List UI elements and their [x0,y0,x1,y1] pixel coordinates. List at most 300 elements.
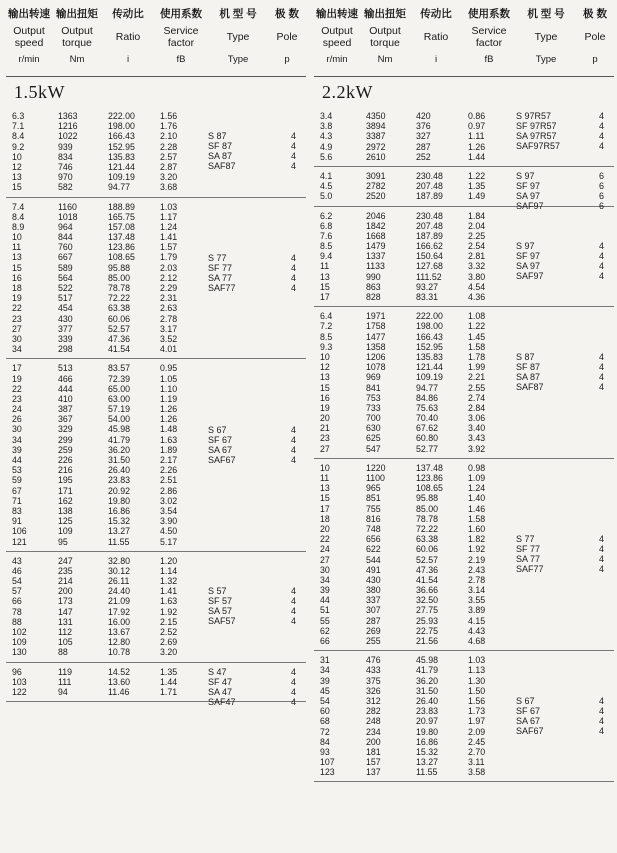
header-type: 机 型 号 Type Type [527,8,565,65]
power-heading: 2.2kW [322,82,373,102]
torque-cell: 939 [58,141,73,152]
table-row [314,575,614,585]
ratio-cell: 41.79 [108,434,131,445]
table-header [6,6,306,77]
torque-cell: 755 [366,503,381,514]
service-factor-cell: 3.17 [160,323,178,334]
torque-cell: 834 [58,151,73,162]
torque-cell: 95 [58,536,68,547]
model-pole: 4 [290,131,296,142]
ratio-cell: 72.22 [416,523,439,534]
torque-cell: 125 [58,516,73,527]
gearmotor-group [6,198,306,360]
service-factor-cell: 1.97 [468,716,486,727]
table-row [6,556,306,566]
table-row [6,222,306,232]
table-row [314,686,614,696]
model-type: SF 67 [516,705,541,716]
speed-cell: 71 [12,495,22,506]
model-entry [208,677,306,687]
torque-cell: 138 [58,505,73,516]
ratio-cell: 165.75 [108,211,135,222]
speed-cell: 9.3 [320,341,333,352]
torque-cell: 1078 [366,362,386,373]
speed-cell: 18 [12,283,22,293]
model-type: SA 97 [516,190,541,201]
service-factor-cell: 2.26 [160,465,178,476]
model-type: S 67 [516,695,535,706]
ratio-cell: 123.86 [108,242,135,253]
service-factor-cell: 2.54 [468,241,486,252]
speed-cell: 22 [12,383,22,394]
torque-cell: 760 [58,242,73,253]
service-factor-cell: 1.26 [160,414,178,425]
speed-cell: 11 [320,473,330,483]
table-row [6,566,306,576]
service-factor-cell: 1.03 [160,201,178,212]
model-entry [516,362,614,372]
speed-cell: 6.4 [320,311,333,322]
model-type: SAF77 [208,282,236,293]
model-pole: 4 [598,705,604,716]
table-row [6,242,306,252]
torque-cell: 1216 [58,121,78,132]
service-factor-cell: 1.41 [160,232,178,243]
service-factor-cell: 3.20 [160,647,178,658]
model-type: SA 77 [516,554,541,565]
ratio-cell: 111.52 [416,271,442,282]
model-type: SAF97R57 [516,141,561,151]
ratio-cell: 36.66 [416,585,439,596]
service-factor-cell: 1.46 [468,503,486,514]
header-output-torque: 输出扭矩 Output torque Nm [56,8,98,65]
model-pole: 4 [598,271,604,282]
ratio-cell: 252 [416,151,431,162]
service-factor-cell: 3.52 [160,333,178,344]
speed-cell: 11 [12,242,22,253]
model-type: SA 77 [208,272,233,283]
speed-cell: 13 [12,252,22,263]
ratio-cell: 36.20 [108,444,131,455]
right-table-panel [314,6,614,782]
service-factor-cell: 2.63 [160,303,178,314]
model-pole: 4 [598,544,604,555]
torque-cell: 1842 [366,220,386,231]
torque-cell: 430 [366,574,381,585]
table-row [314,626,614,636]
torque-cell: 298 [58,344,73,355]
torque-cell: 1363 [58,111,78,121]
torque-cell: 564 [58,272,73,283]
service-factor-cell: 2.69 [160,637,178,648]
table-row [6,394,306,404]
speed-cell: 68 [320,716,330,727]
model-entry [516,251,614,261]
table-row [314,665,614,675]
torque-cell: 109 [58,526,73,537]
model-pole: 4 [290,686,296,697]
torque-cell: 851 [366,493,381,504]
ratio-cell: 72.39 [108,373,131,384]
ratio-cell: 22.75 [416,625,439,636]
table-row [6,374,306,384]
speed-cell: 17 [320,292,330,302]
model-pole: 4 [290,424,296,435]
service-factor-cell: 1.56 [468,695,486,706]
speed-cell: 24 [12,404,22,415]
model-pole: 4 [290,616,296,627]
torque-cell: 377 [58,323,73,334]
torque-cell: 753 [366,392,381,403]
model-entry [516,554,614,564]
model-pole: 4 [598,371,604,382]
service-factor-cell: 3.55 [468,595,486,606]
service-factor-cell: 1.17 [160,211,178,222]
table-row [6,111,306,121]
speed-cell: 93 [320,746,330,757]
model-entry [516,534,614,544]
model-entry [208,131,306,141]
speed-cell: 46 [12,565,22,576]
ratio-cell: 222.00 [108,111,135,121]
speed-cell: 123 [320,767,335,778]
service-factor-cell: 4.68 [468,636,486,646]
speed-cell: 22 [320,534,330,545]
torque-cell: 147 [58,606,73,617]
torque-cell: 94 [58,686,68,697]
header-ratio: 传动比 Ratio i [420,8,452,65]
model-pole: 4 [290,696,296,707]
service-factor-cell: 3.14 [468,585,486,596]
model-entry [208,141,306,151]
service-factor-cell: 1.13 [468,665,486,676]
model-entry [208,667,306,677]
model-entry [208,273,306,283]
torque-cell: 1018 [58,211,78,222]
model-type: SAF57 [208,616,236,627]
torque-cell: 248 [366,716,381,727]
model-type: S 87 [208,131,227,142]
ratio-cell: 45.98 [108,424,131,435]
ratio-cell: 327 [416,131,431,142]
service-factor-cell: 1.73 [468,706,486,717]
model-pole: 4 [598,241,604,252]
ratio-cell: 78.78 [108,283,131,293]
torque-cell: 287 [366,615,381,626]
model-list [208,667,306,707]
ratio-cell: 166.62 [416,241,443,252]
model-pole: 4 [290,454,296,465]
model-pole: 4 [290,151,296,162]
speed-cell: 5.0 [320,191,333,202]
service-factor-cell: 3.11 [468,757,485,768]
torque-cell: 387 [58,404,73,415]
table-row [6,627,306,637]
torque-cell: 630 [366,423,381,434]
ratio-cell: 16.86 [416,736,439,747]
torque-cell: 157 [366,757,381,768]
torque-cell: 965 [366,483,381,494]
service-factor-cell: 2.86 [160,485,178,496]
ratio-cell: 57.19 [108,404,131,415]
model-type: SF 87 [516,361,541,372]
table-row [6,516,306,526]
torque-cell: 1358 [366,341,386,352]
torque-cell: 375 [366,675,381,686]
speed-cell: 55 [320,615,330,626]
model-entry [208,263,306,273]
service-factor-cell: 1.05 [160,373,178,384]
model-pole: 4 [598,564,604,575]
model-list [516,696,614,736]
ratio-cell: 207.48 [416,220,443,231]
gearmotor-group [314,107,614,167]
service-factor-cell: 1.26 [468,141,486,152]
ratio-cell: 16.86 [108,505,131,516]
torque-cell: 1337 [366,251,386,262]
speed-cell: 34 [320,665,330,676]
service-factor-cell: 1.22 [468,170,486,181]
torque-cell: 522 [58,283,73,293]
ratio-cell: 26.40 [416,695,439,706]
service-factor-cell: 3.90 [160,516,178,527]
model-type: S 97R57 [516,111,552,121]
model-pole: 4 [290,434,296,445]
table-row [314,463,614,473]
ratio-cell: 11.46 [108,686,130,697]
torque-cell: 1477 [366,331,386,342]
model-entry [516,352,614,362]
model-type: SAF77 [516,564,544,575]
speed-cell: 102 [12,627,27,637]
speed-cell: 12 [12,161,22,172]
model-pole: 6 [598,170,604,181]
model-entry [208,697,306,707]
speed-cell: 53 [12,465,22,476]
model-type: SA 57 [208,606,233,617]
torque-cell: 312 [366,695,381,706]
service-factor-cell: 1.76 [160,121,178,132]
model-entry [208,586,306,596]
speed-cell: 88 [12,616,22,627]
table-row [314,231,614,241]
torque-cell: 454 [58,303,73,314]
ratio-cell: 123.86 [416,473,443,483]
speed-cell: 4.9 [320,141,333,152]
table-row [6,475,306,485]
table-row [6,334,306,344]
ratio-cell: 207.48 [416,181,443,192]
speed-cell: 17 [320,503,330,514]
model-type: S 47 [208,666,227,677]
ratio-cell: 10.78 [108,647,131,658]
service-factor-cell: 1.11 [468,131,485,142]
model-pole: 6 [598,200,604,211]
ratio-cell: 41.54 [416,574,439,585]
speed-cell: 54 [12,576,22,587]
model-type: SA 67 [516,715,541,726]
ratio-cell: 121.44 [108,161,135,172]
model-pole: 4 [598,351,604,362]
service-factor-cell: 1.63 [160,434,178,445]
ratio-cell: 36.20 [416,675,439,686]
torque-cell: 3387 [366,131,386,142]
model-pole: 4 [598,131,604,141]
ratio-cell: 85.00 [108,272,131,283]
table-row [314,473,614,483]
service-factor-cell: 1.44 [160,676,178,687]
speed-cell: 13 [320,372,330,383]
torque-cell: 111 [58,676,72,687]
ratio-cell: 12.80 [108,637,131,648]
speed-cell: 11 [320,261,330,272]
service-factor-cell: 1.56 [160,111,178,121]
model-list [208,425,306,465]
speed-cell: 34 [320,574,330,585]
model-list [516,534,614,574]
ratio-cell: 85.00 [416,503,439,514]
service-factor-cell: 2.03 [160,262,178,273]
torque-cell: 380 [366,585,381,596]
torque-cell: 430 [58,313,73,324]
service-factor-cell: 1.57 [160,242,178,253]
model-entry [516,271,614,281]
table-row [6,647,306,657]
table-row [314,767,614,777]
ratio-cell: 63.38 [108,303,131,314]
speed-cell: 24 [320,544,330,555]
ratio-cell: 166.43 [108,131,135,142]
model-entry [516,181,614,191]
speed-cell: 23 [12,393,22,404]
ratio-cell: 13.27 [416,757,439,768]
header-service-factor: 使用系数 Service factor fB [468,8,510,65]
table-row [314,676,614,686]
speed-cell: 23 [12,313,22,324]
table-row [6,496,306,506]
speed-cell: 20 [320,523,330,534]
header-pole: 极 数 Pole p [275,8,299,65]
torque-cell: 259 [58,444,73,455]
speed-cell: 3.4 [320,111,333,121]
torque-cell: 200 [366,736,381,747]
model-entry [208,253,306,263]
speed-cell: 10 [12,151,22,162]
speed-cell: 30 [12,333,22,344]
speed-cell: 27 [320,554,330,565]
model-type: SF 97 [516,180,541,191]
ratio-cell: 19.80 [108,495,131,506]
speed-cell: 6.8 [320,220,333,231]
service-factor-cell: 2.10 [160,131,178,142]
gearmotor-group [314,307,614,459]
service-factor-cell: 3.54 [160,505,178,516]
service-factor-cell: 1.48 [160,424,178,435]
gearmotor-group [6,552,306,663]
model-type: S 97 [516,170,535,181]
service-factor-cell: 1.58 [468,513,486,524]
ratio-cell: 420 [416,111,431,121]
speed-cell: 13 [320,483,330,494]
torque-cell: 367 [58,414,73,425]
ratio-cell: 27.75 [416,605,439,616]
ratio-cell: 14.52 [108,666,131,677]
speed-cell: 15 [320,382,330,393]
ratio-cell: 83.57 [108,363,131,374]
table-row [314,636,614,646]
model-type: SA 97 [516,261,541,272]
model-type: S 97 [516,241,535,252]
table-row [6,363,306,373]
service-factor-cell: 2.74 [468,392,486,403]
model-entry [516,372,614,382]
torque-cell: 214 [58,576,73,587]
table-row [314,595,614,605]
torque-cell: 733 [366,402,381,413]
table-row [6,303,306,313]
speed-cell: 31 [320,655,330,666]
ratio-cell: 52.77 [416,443,439,454]
service-factor-cell: 1.03 [468,655,486,666]
table-row [6,526,306,536]
model-pole: 4 [290,666,296,677]
torque-cell: 2782 [366,181,386,192]
table-row [6,344,306,354]
speed-cell: 43 [12,555,22,566]
table-row [314,332,614,342]
model-entry [516,241,614,251]
speed-cell: 12 [320,362,330,373]
service-factor-cell: 2.19 [468,554,486,565]
table-row [314,152,614,162]
service-factor-cell: 4.54 [468,281,486,292]
model-pole: 4 [290,586,296,597]
service-factor-cell: 3.58 [468,767,486,778]
torque-cell: 337 [366,595,381,606]
model-type: SF 97R57 [516,121,557,131]
service-factor-cell: 1.50 [468,685,486,696]
model-pole: 4 [290,596,296,607]
service-factor-cell: 0.95 [160,363,178,374]
torque-cell: 162 [58,495,73,506]
ratio-cell: 84.86 [416,392,439,403]
ratio-cell: 24.40 [108,586,131,597]
service-factor-cell: 3.06 [468,413,486,424]
speed-cell: 91 [12,516,22,527]
ratio-cell: 60.06 [416,544,439,555]
speed-cell: 39 [320,675,330,686]
service-factor-cell: 2.81 [468,251,486,262]
service-factor-cell: 1.24 [468,483,486,494]
speed-cell: 45 [320,685,330,696]
ratio-cell: 11.55 [416,767,438,778]
service-factor-cell: 1.84 [468,210,486,221]
model-list [208,586,306,626]
model-type: S 67 [208,424,227,435]
ratio-cell: 47.36 [416,564,439,575]
model-entry [208,151,306,161]
table-row [6,465,306,475]
torque-cell: 4350 [366,111,386,121]
model-entry [516,261,614,271]
service-factor-cell: 1.92 [160,606,178,617]
speed-cell: 7.1 [12,121,25,132]
model-entry [208,445,306,455]
power-heading: 1.5kW [14,82,65,102]
speed-cell: 66 [12,596,22,607]
service-factor-cell: 4.01 [160,344,178,355]
speed-cell: 19 [12,373,22,384]
